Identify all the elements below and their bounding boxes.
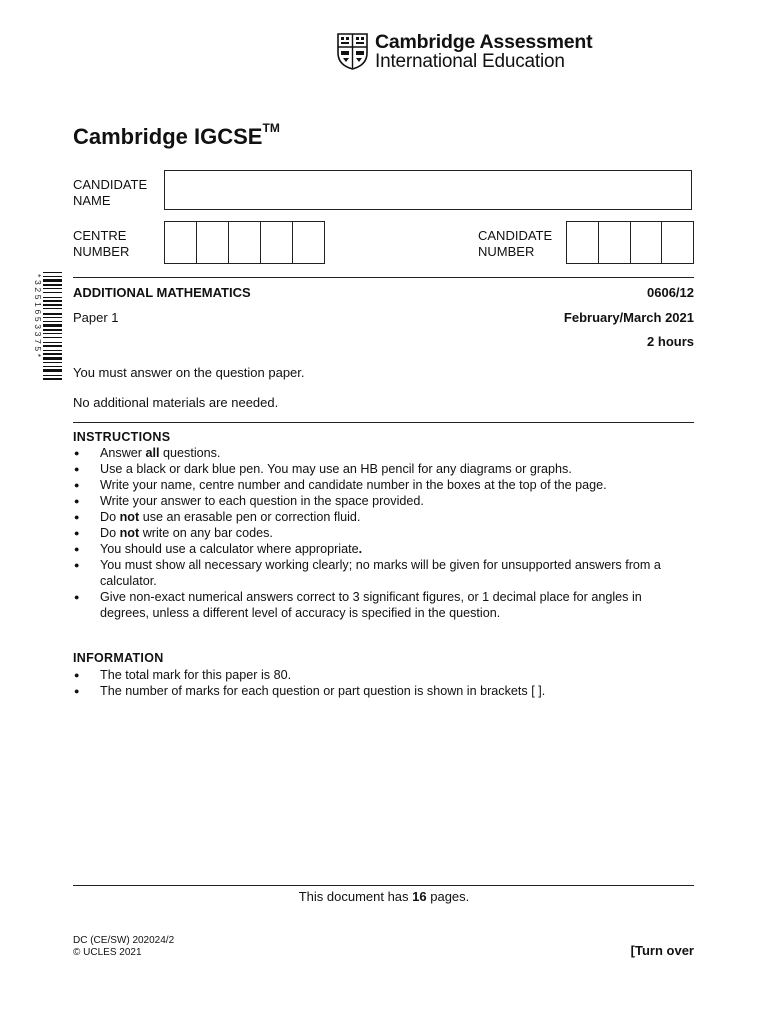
trademark-symbol: TM (262, 121, 280, 135)
org-name-line2: International Education (375, 51, 565, 72)
pages-prefix: This document has (298, 889, 413, 904)
centre-number-label-line1: CENTRE (73, 228, 127, 243)
materials-note: No additional materials are needed. (73, 395, 279, 410)
pages-suffix: pages. (426, 889, 470, 904)
qualification-name: Cambridge IGCSE (73, 124, 263, 149)
instruction-item: ● Write your answer to each question in the space provided. (73, 493, 694, 509)
document-reference: DC (CE/SW) 202024/2 (73, 935, 175, 946)
barcode-bar (43, 313, 62, 315)
information-item: ● The total mark for this paper is 80. (73, 667, 694, 683)
barcode-bar (43, 369, 62, 372)
divider (73, 885, 694, 886)
barcode-digits: *3251653375* (33, 274, 43, 360)
copyright-notice: © UCLES 2021 (73, 947, 142, 958)
turn-over-note: [Turn over (630, 943, 694, 958)
page-count-note (0, 889, 768, 904)
barcode-bar (43, 300, 62, 302)
information-heading: INFORMATION (73, 651, 164, 665)
candidate-number-label (478, 228, 552, 260)
instruction-item: ● Do not use an erasable pen or correction fluid. (73, 509, 694, 525)
barcode-bar (43, 342, 62, 343)
candidate-number-label-line2: NUMBER (478, 244, 535, 259)
candidate-digit-box[interactable] (631, 222, 663, 263)
instruction-item: ● Do not write on any bar codes. (73, 525, 694, 541)
paper-number: Paper 1 (73, 310, 119, 325)
qualification-title (73, 121, 280, 150)
centre-digit-box[interactable] (197, 222, 229, 263)
barcode-bar (43, 297, 62, 298)
instruction-item: ● Answer all questions. (73, 445, 694, 461)
barcode-bar (43, 308, 62, 309)
divider (73, 422, 694, 423)
barcode-bar (43, 288, 62, 289)
instruction-item: ● You should use a calculator where appropriate. (73, 541, 694, 557)
barcode-bar (43, 362, 62, 363)
barcode-bar (43, 272, 62, 273)
barcode-bar (43, 353, 62, 355)
subject-title: ADDITIONAL MATHEMATICS (73, 285, 251, 300)
barcode-bar (43, 321, 62, 322)
exam-session: February/March 2021 (563, 310, 694, 325)
barcode-bar (43, 276, 62, 277)
barcode (30, 272, 62, 410)
barcode-bar (43, 279, 62, 282)
answer-note: You must answer on the question paper. (73, 365, 305, 380)
barcode-bar (43, 378, 62, 380)
centre-digit-box[interactable] (261, 222, 293, 263)
instructions-heading: INSTRUCTIONS (73, 430, 171, 444)
barcode-bar (43, 357, 62, 360)
instruction-item: ● Give non-exact numerical answers correct to 3 significant figures, or 1 decimal place for angles in degrees, unless a different level of accuracy is specified in the question. (73, 589, 694, 621)
barcode-bar (43, 333, 62, 334)
cambridge-crest-logo (337, 33, 368, 70)
barcode-bar (43, 304, 62, 306)
divider (73, 277, 694, 278)
centre-digit-box[interactable] (229, 222, 261, 263)
paper-code: 0606/12 (647, 285, 694, 300)
barcode-bar (43, 324, 62, 327)
candidate-name-field[interactable] (164, 170, 692, 210)
candidate-name-label-line2: NAME (73, 193, 111, 208)
centre-number-label (73, 228, 129, 260)
candidate-name-label-line1: CANDIDATE (73, 177, 148, 192)
instruction-item: ● Use a black or dark blue pen. You may use an HB pencil for any diagrams or graphs. (73, 461, 694, 477)
information-item: ● The number of marks for each question or part question is shown in brackets [ ]. (73, 683, 694, 699)
exam-duration: 2 hours (647, 334, 694, 349)
instruction-item: ● Write your name, centre number and candidate number in the boxes at the top of the page. (73, 477, 694, 493)
centre-digit-box[interactable] (165, 222, 197, 263)
candidate-number-field[interactable] (566, 221, 694, 264)
barcode-bar (43, 317, 62, 318)
instruction-item: ● You must show all necessary working clearly; no marks will be given for unsupported answers from a calculator. (73, 557, 694, 589)
barcode-bar (43, 375, 62, 376)
centre-number-label-line2: NUMBER (73, 244, 130, 259)
barcode-bar (43, 366, 62, 367)
org-name-line1: Cambridge Assessment (375, 31, 593, 53)
barcode-bar (43, 345, 62, 347)
candidate-digit-box[interactable] (662, 222, 693, 263)
candidate-digit-box[interactable] (599, 222, 631, 263)
barcode-bar (43, 284, 62, 286)
barcode-bar (43, 337, 62, 338)
candidate-digit-box[interactable] (567, 222, 599, 263)
information-list (73, 667, 694, 699)
candidate-number-label-line1: CANDIDATE (478, 228, 553, 243)
instructions-list (73, 445, 694, 621)
centre-digit-box[interactable] (293, 222, 324, 263)
barcode-bar (43, 350, 62, 351)
centre-number-field[interactable] (164, 221, 325, 264)
barcode-bar (43, 329, 62, 331)
pages-count: 16 (412, 889, 427, 904)
candidate-name-label (73, 177, 147, 209)
barcode-bar (43, 292, 62, 293)
